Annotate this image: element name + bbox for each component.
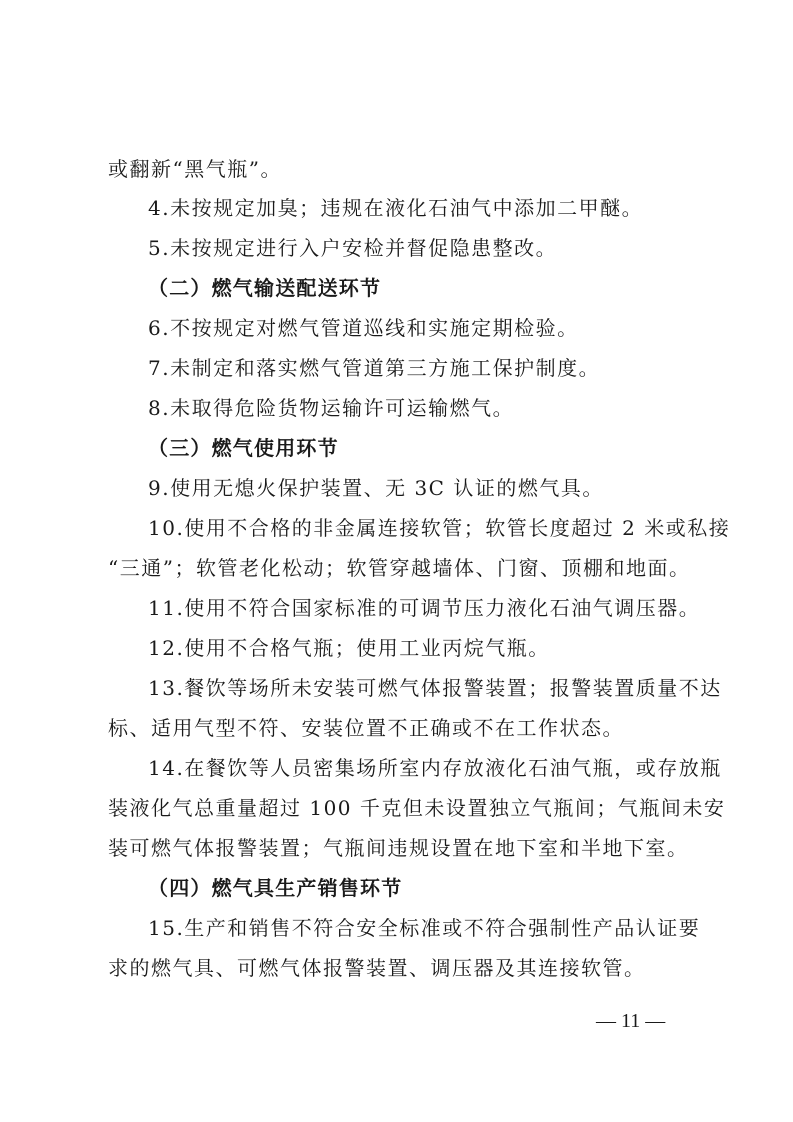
body-line: 或翻新“黑气瓶”。 (108, 157, 282, 181)
item-13: 13.餐饮等场所未安装可燃气体报警装置；报警装置质量不达 (148, 676, 722, 700)
section-heading-4: （四）燃气具生产销售环节 (148, 876, 403, 900)
item-6: 6.不按规定对燃气管道巡线和实施定期检验。 (148, 316, 579, 340)
item-10-continued: “三通”；软管老化松动；软管穿越墙体、门窗、顶棚和地面。 (108, 556, 691, 580)
item-15-continued: 求的燃气具、可燃气体报警装置、调压器及其连接软管。 (108, 956, 646, 980)
item-11: 11.使用不符合国家标准的可调节压力液化石油气调压器。 (148, 596, 701, 620)
item-7: 7.未制定和落实燃气管道第三方施工保护制度。 (148, 356, 601, 380)
page-number: — 11 — (596, 1010, 666, 1032)
item-13-continued: 标、适用气型不符、安装位置不正确或不在工作状态。 (108, 716, 624, 740)
item-4: 4.未按规定加臭；违规在液化石油气中添加二甲醚。 (148, 196, 644, 220)
item-14-continued: 装可燃气体报警装置；气瓶间违规设置在地下室和半地下室。 (108, 836, 689, 860)
item-9: 9.使用无熄火保护装置、无 3C 认证的燃气具。 (148, 476, 604, 500)
item-12: 12.使用不合格气瓶；使用工业丙烷气瓶。 (148, 636, 550, 660)
item-10: 10.使用不合格的非金属连接软管；软管长度超过 2 米或私接 (148, 516, 731, 540)
section-heading-2: （二）燃气输送配送环节 (148, 276, 382, 300)
section-heading-3: （三）燃气使用环节 (148, 436, 339, 460)
item-8: 8.未取得危险货物运输许可运输燃气。 (148, 396, 515, 420)
item-14: 14.在餐饮等人员密集场所室内存放液化石油气瓶，或存放瓶 (148, 756, 722, 780)
item-5: 5.未按规定进行入户安检并督促隐患整改。 (148, 236, 558, 260)
item-14-continued: 装液化气总重量超过 100 千克但未设置独立气瓶间；气瓶间未安 (108, 796, 726, 820)
item-15: 15.生产和销售不符合安全标准或不符合强制性产品认证要 (148, 916, 701, 940)
